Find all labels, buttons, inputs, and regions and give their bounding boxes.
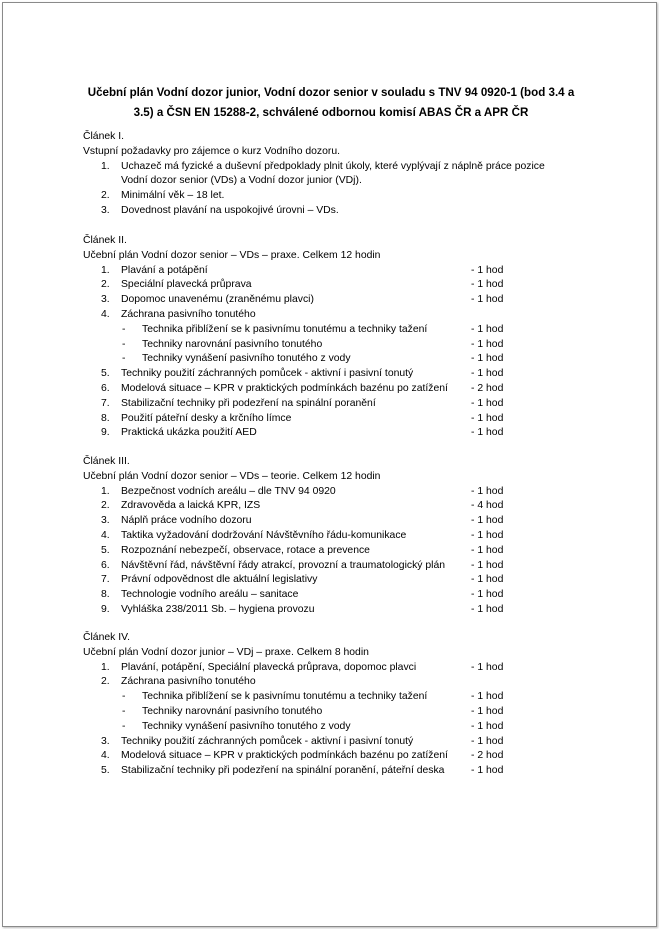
item-hours: - 1 hod <box>471 515 504 527</box>
sub-list-item <box>83 720 523 735</box>
list-item <box>83 559 523 574</box>
item-text: Techniky vynášení pasivního tonutého z vody <box>142 353 351 365</box>
list-item <box>83 735 523 750</box>
list-item <box>83 603 523 618</box>
item-number: 2. <box>101 676 110 688</box>
item-number: 3. <box>101 735 110 747</box>
sub-list-item <box>83 352 523 367</box>
item-number: 5. <box>101 544 110 556</box>
item-text: Zdravověda a laická KPR, IZS <box>121 500 261 512</box>
item-text: Minimální věk – 18 let. <box>121 190 225 202</box>
item-text: Vodní dozor senior (VDs) a Vodní dozor junior (VDj). <box>121 175 362 187</box>
item-hours: - 1 hod <box>471 589 504 601</box>
section-article-3 <box>83 455 523 618</box>
list-item <box>83 204 523 219</box>
item-number: 7. <box>101 574 110 586</box>
item-hours: - 1 hod <box>471 264 504 276</box>
item-text: Dopomoc unavenému (zraněnému plavci) <box>121 294 314 306</box>
list-item <box>83 544 523 559</box>
section-article-4 <box>83 631 523 779</box>
item-hours: - 1 hod <box>471 765 504 777</box>
item-hours: - 1 hod <box>471 323 504 335</box>
list-item <box>83 675 523 690</box>
item-number: 9. <box>101 427 110 439</box>
item-text: Techniky vynášení pasivního tonutého z vody <box>142 720 351 732</box>
section-subheading: Učební plán Vodní dozor senior – VDs – teorie. Celkem 12 hodin <box>83 470 381 482</box>
list-item <box>83 764 523 779</box>
item-hours: - 1 hod <box>471 368 504 380</box>
item-text: Modelová situace – KPR v praktických podmínkách bazénu po zatížení <box>121 382 448 394</box>
sub-list-item <box>83 690 523 705</box>
item-text: Stabilizační techniky při podezření na spinální poranění, páteřní deska <box>121 765 445 777</box>
item-dash: - <box>122 720 126 732</box>
list-item <box>83 160 545 175</box>
item-text: Dovednost plavání na uspokojivé úrovni – VDs. <box>121 204 339 216</box>
item-number: 5. <box>101 368 110 380</box>
list-item <box>83 426 523 441</box>
document-title: Učební plán Vodní dozor junior, Vodní dozor senior v souladu s TNV 94 0920-1 (bod 3.4 a 3.5) a ČSN EN 15288-2, schválené odbornou komisí ABAS ČR a APR ČR <box>87 86 575 119</box>
item-hours: - 1 hod <box>471 279 504 291</box>
sub-list-item <box>83 338 523 353</box>
item-hours: - 1 hod <box>471 574 504 586</box>
list-item-continuation <box>83 174 523 189</box>
section-article-2 <box>83 234 523 441</box>
item-number: 3. <box>101 204 110 216</box>
item-text: Modelová situace – KPR v praktických podmínkách bazénu po zatížení <box>121 750 448 762</box>
item-number: 9. <box>101 603 110 615</box>
sub-list-item <box>83 705 523 720</box>
item-text: Rozpoznání nebezpečí, observace, rotace a prevence <box>121 544 370 556</box>
item-hours: - 1 hod <box>471 544 504 556</box>
item-text: Techniky použití záchranných pomůcek - aktivní i pasivní tonutý <box>121 368 414 380</box>
item-hours: - 1 hod <box>471 529 504 541</box>
item-text: Praktická ukázka použití AED <box>121 427 257 439</box>
item-text: Návštěvní řád, návštěvní řády atrakcí, provozní a traumatologický plán <box>121 559 445 571</box>
item-hours: - 1 hod <box>471 412 504 424</box>
item-text: Vyhláška 238/2011 Sb. – hygiena provozu <box>121 603 315 615</box>
item-text: Technika přiblížení se k pasivnímu tonutému a techniky tažení <box>142 323 428 335</box>
item-text: Náplň práce vodního dozoru <box>121 515 252 527</box>
item-number: 6. <box>101 559 110 571</box>
list-item <box>83 485 523 500</box>
item-hours: - 2 hod <box>471 382 504 394</box>
item-text: Techniky použití záchranných pomůcek - aktivní i pasivní tonutý <box>121 735 414 747</box>
item-number: 8. <box>101 412 110 424</box>
item-hours: - 1 hod <box>471 427 504 439</box>
item-number: 6. <box>101 382 110 394</box>
item-text: Techniky narovnání pasivního tonutého <box>142 705 323 717</box>
section-subheading: Učební plán Vodní dozor junior – VDj – praxe. Celkem 8 hodin <box>83 646 369 658</box>
item-number: 4. <box>101 308 110 320</box>
item-dash: - <box>122 323 126 335</box>
section-subheading: Učební plán Vodní dozor senior – VDs – praxe. Celkem 12 hodin <box>83 249 381 261</box>
section-heading: Článek III. <box>83 456 130 467</box>
list-item <box>83 293 523 308</box>
item-text: Uchazeč má fyzické a duševní předpoklady plnit úkoly, které vyplývají z náplně práce pozice <box>121 160 545 172</box>
item-number: 7. <box>101 397 110 409</box>
item-number: 3. <box>101 515 110 527</box>
item-text: Taktika vyžadování dodržování Návštěvního řádu-komunikace <box>121 529 407 541</box>
list-item <box>83 264 523 279</box>
item-number: 2. <box>101 190 110 202</box>
item-number: 4. <box>101 529 110 541</box>
item-hours: - 1 hod <box>471 720 504 732</box>
item-hours: - 4 hod <box>471 500 504 512</box>
item-dash: - <box>122 353 126 365</box>
list-item <box>83 588 523 603</box>
item-text: Technika přiblížení se k pasivnímu tonutému a techniky tažení <box>142 691 428 703</box>
item-hours: - 1 hod <box>471 397 504 409</box>
item-number: 3. <box>101 294 110 306</box>
list-item <box>83 367 523 382</box>
item-text: Plavání, potápění, Speciální plavecká průprava, dopomoc plavci <box>121 661 417 673</box>
sub-list-item <box>83 323 523 338</box>
item-text: Právní odpovědnost dle aktuální legislativy <box>121 574 318 586</box>
item-number: 1. <box>101 661 110 673</box>
list-item <box>83 499 523 514</box>
item-text: Záchrana pasivního tonutého <box>121 308 256 320</box>
item-hours: - 1 hod <box>471 338 504 350</box>
list-item <box>83 573 523 588</box>
list-item <box>83 382 523 397</box>
section-heading: Článek I. <box>83 131 125 142</box>
item-number: 1. <box>101 160 110 172</box>
item-number: 1. <box>101 485 110 497</box>
item-text: Použití páteřní desky a krčního límce <box>121 412 292 424</box>
item-number: 1. <box>101 264 110 276</box>
item-text: Techniky narovnání pasivního tonutého <box>142 338 323 350</box>
list-item <box>83 278 523 293</box>
item-dash: - <box>122 338 126 350</box>
item-text: Bezpečnost vodních areálu – dle TNV 94 0920 <box>121 485 336 497</box>
list-item <box>83 397 523 412</box>
item-number: 4. <box>101 750 110 762</box>
item-hours: - 1 hod <box>471 353 504 365</box>
list-item <box>83 529 523 544</box>
item-dash: - <box>122 705 126 717</box>
item-text: Záchrana pasivního tonutého <box>121 676 256 688</box>
item-number: 5. <box>101 765 110 777</box>
list-item <box>83 749 523 764</box>
section-heading: Článek II. <box>83 235 127 246</box>
item-dash: - <box>122 691 126 703</box>
item-hours: - 1 hod <box>471 485 504 497</box>
item-hours: - 1 hod <box>471 691 504 703</box>
list-item <box>83 661 523 676</box>
item-hours: - 1 hod <box>471 294 504 306</box>
item-text: Technologie vodního areálu – sanitace <box>121 589 299 601</box>
list-item <box>83 189 523 204</box>
item-text: Speciální plavecká průprava <box>121 279 252 291</box>
item-text: Plavání a potápění <box>121 264 208 276</box>
section-article-1 <box>83 130 545 219</box>
item-text: Stabilizační techniky při podezření na spinální poranění <box>121 397 376 409</box>
list-item <box>83 412 523 427</box>
item-number: 2. <box>101 279 110 291</box>
list-item <box>83 308 523 323</box>
section-subheading: Vstupní požadavky pro zájemce o kurz Vodního dozoru. <box>83 145 341 157</box>
item-hours: - 2 hod <box>471 750 504 762</box>
item-hours: - 1 hod <box>471 603 504 615</box>
section-heading: Článek IV. <box>83 632 130 643</box>
item-hours: - 1 hod <box>471 559 504 571</box>
document-page <box>2 2 657 927</box>
item-hours: - 1 hod <box>471 705 504 717</box>
item-number: 2. <box>101 500 110 512</box>
list-item <box>83 514 523 529</box>
item-number: 8. <box>101 589 110 601</box>
item-hours: - 1 hod <box>471 661 504 673</box>
item-hours: - 1 hod <box>471 735 504 747</box>
